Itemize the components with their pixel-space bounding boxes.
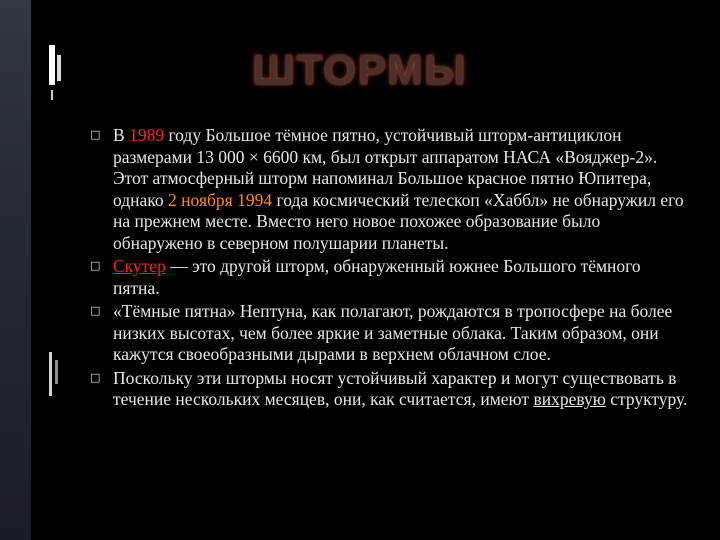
decorative-bar — [55, 360, 58, 384]
square-bullet-icon: □ — [90, 259, 101, 272]
list-item — [90, 125, 690, 254]
item-text: В 1989 году Большое тёмное пятно, устойчивый шторм-антициклон размерами 13 000 × 6600 км, был открыт аппаратом НАСА «Вояджер-2». Этот атмосферный шторм напоминал Большое красное пятно Юпитера, однако 2 ноября 1994 года космический телескоп «Хаббл» не обнаружил его на прежнем месте. Вместо него новое похожее образование было обнаружено в северном полушарии планеты. — [113, 125, 684, 253]
item-text: Скутер — это другой шторм, обнаруженный южнее Большого тёмного пятна. — [113, 256, 641, 298]
bullet-list — [90, 125, 690, 413]
item-text: «Тёмные пятна» Нептуна, как полагают, рождаются в тропосфере на более низких высотах, чем более яркие и заметные облака. Таким образом, они кажутся своеобразными дырами в верхнем облачном слое. — [113, 301, 673, 364]
item-text: Поскольку эти штормы носят устойчивый характер и могут существовать в течение нескольких месяцев, они, как считается, имеют вихревую структуру. — [113, 367, 688, 409]
square-bullet-icon: □ — [90, 370, 101, 384]
list-item — [90, 256, 690, 299]
list-item — [90, 301, 690, 366]
decorative-bar — [49, 352, 52, 396]
square-bullet-icon: □ — [90, 128, 101, 141]
slide-title: ШТОРМЫ — [252, 46, 468, 93]
list-item — [90, 368, 690, 411]
square-bullet-icon: □ — [90, 304, 101, 317]
